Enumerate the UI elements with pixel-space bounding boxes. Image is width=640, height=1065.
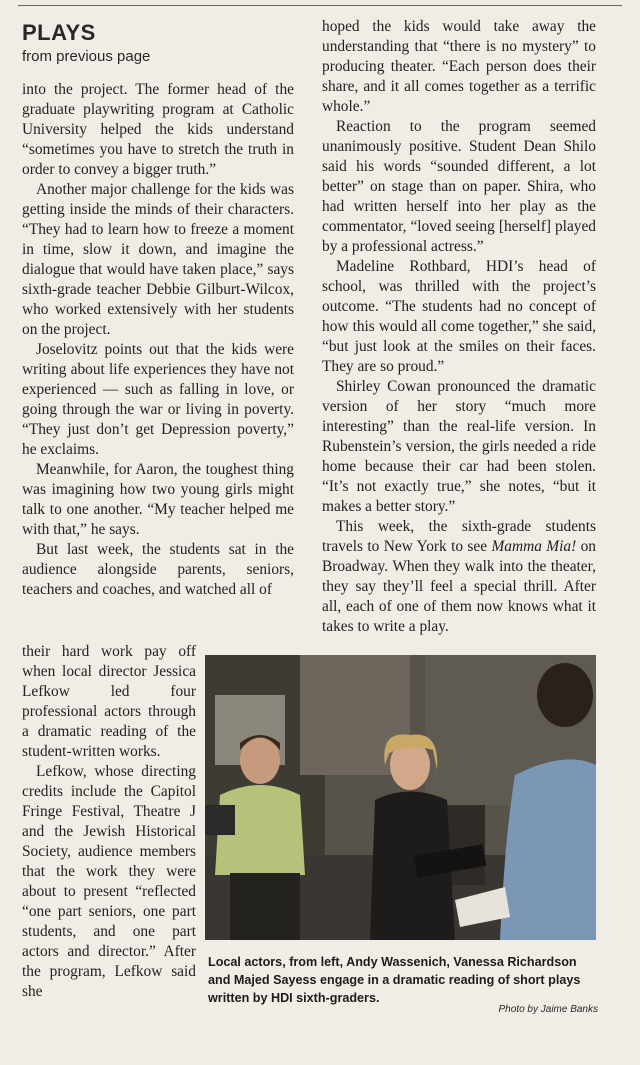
paragraph: into the project. The former head of the graduate playwriting program at Catholic University helped the kids understand “sometimes you have to stretch the truth in order to convey a bigger truth.”	[22, 81, 294, 178]
photo-caption: Local actors, from left, Andy Wassenich, Vanessa Richardson and Majed Sayess engage in a dramatic reading of short plays written by HDI sixth-graders.	[208, 955, 581, 1005]
show-title: Mamma Mia!	[491, 538, 577, 555]
article-column-1	[22, 80, 294, 600]
article-column-1-narrow	[22, 642, 196, 1002]
paragraph: Madeline Rothbard, HDI’s head of school, was thrilled with the project’s outcome. “The students had no concept of how this would all come together,” she said, “but just look at the smiles on their faces. They are so proud.”	[322, 258, 596, 375]
article-column-2	[322, 17, 596, 637]
paragraph: their hard work pay off when local director Jessica Lefkow led four professional actors through a dramatic reading of the student-written works.	[22, 643, 196, 760]
paragraph: Reaction to the program seemed unanimously positive. Student Dean Shilo said his words “sounded different, a lot better” on stage than on paper. Shira, who had written herself into her play as the commentator, “loved seeing [herself] played by a professional actress.”	[322, 118, 596, 255]
paragraph: Meanwhile, for Aaron, the toughest thing was imagining how two young girls might talk to one another. “My teacher helped me with that,” he says.	[22, 461, 294, 538]
section-heading: PLAYS	[22, 20, 96, 45]
paragraph: Shirley Cowan pronounced the dramatic version of her story “much more interesting” than the real-life version. In Rubenstein’s version, the girls needed a ride home because their car had been stolen. “It’s not exactly true,” she notes, “but it makes a better story.”	[322, 378, 596, 515]
paragraph: But last week, the students sat in the audience alongside parents, seniors, teachers and coaches, and watched all of	[22, 541, 294, 598]
continued-line: from previous page	[22, 48, 151, 65]
paragraph: Joselovitz points out that the kids were writing about life experiences they have not experienced — such as falling in love, or going through the war or living in poverty. “They just don’t get Depression poverty,” he exclaims.	[22, 341, 294, 458]
actors-photo	[205, 655, 596, 940]
photo	[205, 655, 596, 940]
paragraph: Another major challenge for the kids was getting inside the minds of their characters. “They had to learn how to freeze a moment in time, slow it down, and imagine the dialogue that would have taken place,” says sixth-grade teacher Debbie Gilburt-Wilcox, who worked extensively with her students on the project.	[22, 181, 294, 338]
photo-credit: Photo by Jaime Banks	[498, 1004, 598, 1015]
paragraph: hoped the kids would take away the understanding that “there is no mystery” to producing theater. “Each person does their share, and it all comes together as a terrific whole.”	[322, 18, 596, 115]
paragraph: Lefkow, whose directing credits include the Capitol Fringe Festival, Theatre J and the Jewish Historical Society, audience members that the work they were about to present “reflected “one part seniors, one part students, and one part actors and director.” After the program, Lefkow said she	[22, 763, 196, 1000]
paragraph: This week, the sixth-grade students travels to New York to see Mamma Mia! on Broadway. When they walk into the theater, they say they’ll feel a special thrill. After all, each of one of them now knows what it takes to write a play.	[322, 518, 596, 635]
top-rule	[18, 5, 622, 6]
